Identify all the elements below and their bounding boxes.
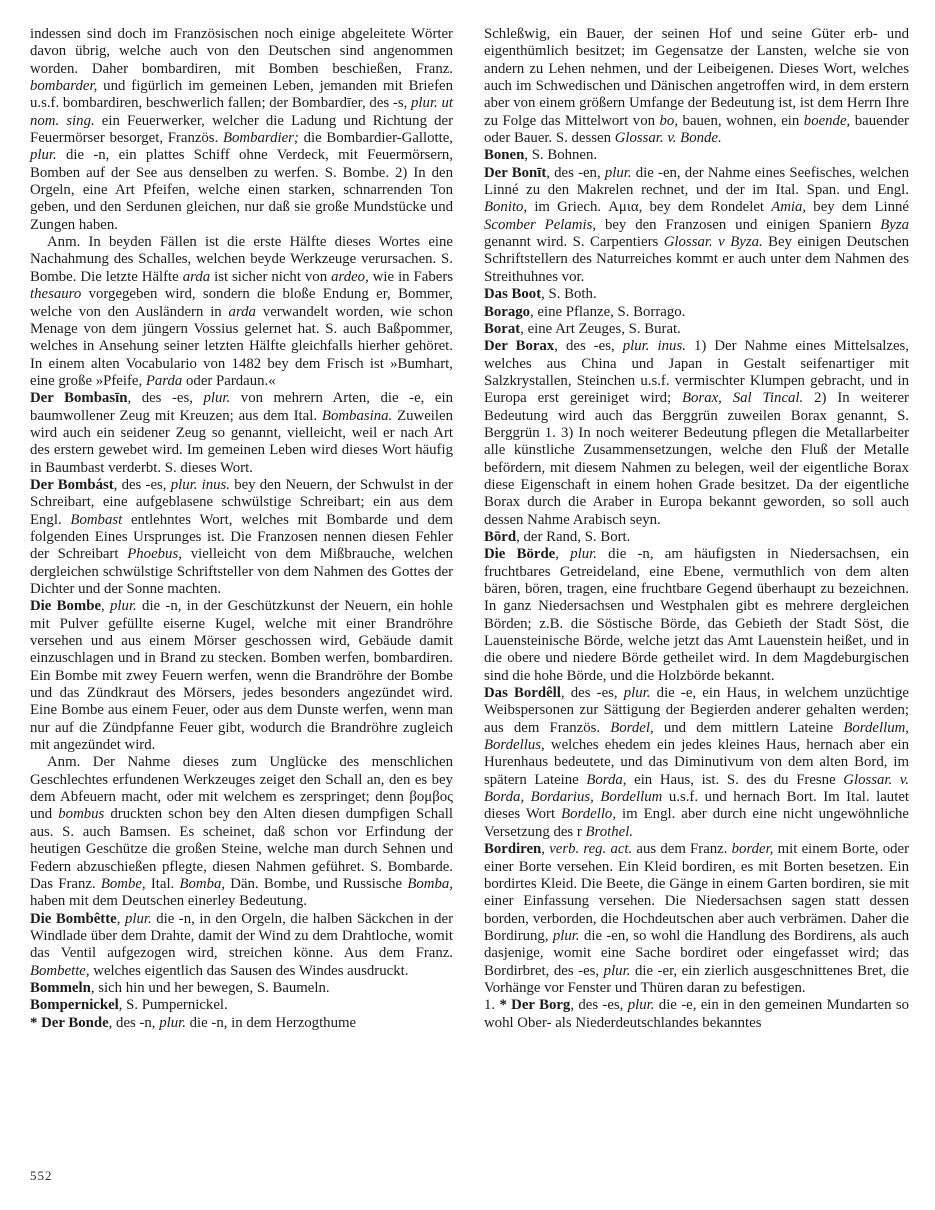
text-run: 2) In weiterer Bedeutung wird auch das Berggrün zuweilen Borax genannt, S. Berggrün 1. 3) In noch weiterer Bedeutung pflegen die Metallarbeiter alle künstliche Zusammensetzungen, welche den Fluß der Metalle befördern, mit diesem Nahmen zu belegen, weil der eigentliche Borax diese Eigenschaft in einem hohen Grade besitzet. Da der eigentliche Borax durch die Araber in Europa bekannt geworden, so soll auch dessen Nahme Arabisch seyn. bbox=[484, 390, 909, 528]
italic-text-run: Scomber Pelamis, bbox=[484, 216, 597, 233]
italic-text-run: Brothel. bbox=[585, 823, 634, 840]
italic-text-run: bo, bbox=[659, 112, 679, 129]
headword: * Der Bonde bbox=[30, 1014, 109, 1031]
italic-text-run: arda bbox=[228, 303, 256, 320]
dictionary-entry bbox=[30, 477, 453, 598]
italic-text-run: plur. inus. bbox=[622, 338, 686, 355]
left-column bbox=[30, 26, 453, 1032]
headword: Der Bonīt bbox=[484, 164, 547, 181]
dictionary-entry bbox=[484, 685, 909, 841]
italic-text-run: ardeo, bbox=[331, 268, 369, 285]
text-run: , des -es, bbox=[570, 997, 628, 1014]
italic-text-run: plur. bbox=[30, 147, 57, 164]
dictionary-entry bbox=[30, 234, 453, 390]
text-run: im Engl. aber durch eine nicht ungewöhnliche Versetzung des r bbox=[484, 806, 909, 840]
headword: * Der Borg bbox=[499, 997, 571, 1014]
text-run: die -en, der Nahme eines Seefisches, welchen Linné zu den Makrelen rechnet, und der im Ital. Span. und Engl. bbox=[484, 164, 909, 199]
text-run: die Bombardier-Gallotte, bbox=[298, 130, 454, 147]
text-run: bey den Franzosen und einigen Spaniern bbox=[596, 216, 881, 233]
text-run: , S. Both. bbox=[541, 286, 597, 303]
text-run: haben mit dem Deutschen einerley Bedeutung. bbox=[30, 893, 307, 910]
text-run: ein Haus, ist. S. des du Fresne bbox=[626, 771, 844, 788]
text-run: die -n, ein plattes Schiff ohne Verdeck, mit Feuermörsern, Bomben auf der See aus denselben zu werfen. S. Bombe. 2) In den Orgeln, eine Art Pfeifen, welche einen starken, schnarrenden Ton geben, und den Serdunen gleichen, nur daß sie große Mundstücke und Zungen haben. bbox=[30, 147, 453, 233]
italic-text-run: Parda bbox=[145, 372, 183, 389]
text-run: ein Feuerwerker, welcher die Ladung und Richtung der Feuermörser besorget, Französ. bbox=[30, 112, 453, 147]
dictionary-entry bbox=[30, 754, 453, 910]
text-run: , bbox=[555, 546, 571, 563]
dictionary-entry bbox=[484, 529, 909, 546]
italic-text-run: plur. bbox=[604, 164, 632, 181]
text-run: ist sicher nicht von bbox=[210, 268, 332, 285]
text-run: bey dem Linné bbox=[806, 199, 909, 216]
text-run: 1. bbox=[484, 997, 500, 1014]
text-run: druckten schon bey den Alten diesen dumpfigen Schall aus. S. auch Bamsen. Es scheinet, daß schon vor Erfindung der heutigen Geschütze die großen Steine, welche man durch Sehnen und Federn abzuschießen pflegte, diesen Nahmen geführet. S. Bombarde. Das Franz. bbox=[30, 806, 453, 892]
text-run: , eine Pflanze, S. Borrago. bbox=[530, 303, 686, 320]
italic-text-run: Bomba, bbox=[407, 875, 453, 892]
text-run: , eine Art Zeuges, S. Burat. bbox=[520, 320, 681, 337]
italic-text-run: Bordel, bbox=[610, 719, 654, 736]
text-run: bauender oder Bauer. S. dessen bbox=[484, 112, 909, 147]
dictionary-entry bbox=[484, 997, 909, 1032]
headword: Borat bbox=[484, 320, 521, 337]
dictionary-entry bbox=[484, 321, 909, 338]
italic-text-run: Byza bbox=[880, 216, 909, 233]
headword: Die Bombêtte bbox=[30, 910, 117, 927]
text-run: , S. Pumpernickel. bbox=[118, 997, 228, 1014]
text-run: u.s.f. und hernach Bort. Im Ital. lautet dieses Wort bbox=[484, 789, 909, 823]
dictionary-entry bbox=[484, 286, 909, 303]
text-run: Anm. In beyden Fällen ist die erste Hälfte dieses Wortes eine Nachahmung des Schalles, welchen beyde Werkzeuge verursachen. S. Bombe. Die letzte Hälfte bbox=[30, 234, 453, 285]
text-run: Zuweilen wird auch ein seidener Zeug so genannt, vielleicht, weil er nach Art des erstern gewebet wird. Im gemeinen Leben wird dieses Wort häufig in Baumbast verderbt. S. dieses Wort. bbox=[30, 407, 453, 476]
headword: Der Bombasīn bbox=[30, 390, 128, 407]
text-run: indessen sind doch im Französischen noch einige abgeleitete Wörter davon übrig, welche auch von den Deutschen sind angenommen worden. Daher bombardiren, mit Bomben beschießen, Franz. bbox=[30, 26, 453, 77]
headword: Die Bombe bbox=[30, 598, 102, 615]
text-run: vielleicht von dem Mißbrauche, welchen dergleichen schwülstige Schriftsteller von dem Nahmen des Gottes der Dichter und der Sonne machten. bbox=[30, 546, 453, 597]
text-run: aus dem Franz. bbox=[632, 841, 732, 858]
right-column bbox=[484, 26, 909, 1032]
text-run: die -n, in der Geschützkunst der Neuern, ein hohle mit Pulver gefüllte eiserne Kugel, welche mit einer Brandröhre versehen und aus einem Mörser geschossen wird, Gebäude damit einzuschlagen und in Brand zu stecken. Bomben werfen, bombardiren. Ein Bombe mit zwey Feuern werfen, wenn die Brandröhre der Bombe und das Zündkraut des Mörsers, jedes besonders angezündet wird. Eine Bombe aus einem Feuer, oder aus dem Dunste werfen, wenn man nur auf die Zündpfanne Feuer gibt, wodurch die Brandröhre zugleich mit angezündet wird. bbox=[30, 598, 453, 754]
italic-text-run: plur. bbox=[110, 598, 137, 615]
text-run: im Griech. Αμια, bey dem Rondelet bbox=[527, 199, 772, 216]
text-run: von mehrern Arten, die -e, ein baumwollener Zeug mit Kreuzen; aus dem Ital. bbox=[30, 390, 453, 424]
headword: Bommeln bbox=[30, 979, 91, 996]
text-run: die -n, in den Orgeln, die halben Säckchen in der Windlade über dem Drahte, damit der Wind zu dem Drahtloche, womit das Ventil aufgezogen wird, streichen könne. Aus dem Franz. bbox=[30, 910, 453, 962]
text-run: und dem mittlern Lateine bbox=[653, 719, 844, 736]
text-run: , der Rand, S. Bort. bbox=[516, 528, 631, 545]
text-run: verwandelt worden, wie schon Menage von dem jüngern Vossius gelernet hat. S. auch Baßpommer, welches in Ansehung seiner letzten Hälfte gleichfalls hierher gehöret. In einem alten Vocabulario von 1482 bey dem Frisch ist »Bumhart, eine große »Pfeife, bbox=[30, 303, 453, 389]
text-run: bey den Neuern, der Schwulst in der Schreibart, eine aufgeblasene schwülstige Schreibart; ein aus dem Engl. bbox=[30, 476, 453, 528]
dictionary-entry bbox=[484, 841, 909, 997]
dictionary-entry bbox=[30, 980, 453, 997]
headword: Der Borax bbox=[484, 338, 555, 355]
text-run: Schleßwig, ein Bauer, der seinen Hof und seine Güter erb- und eigenthümlich besitzet; im Gegensatze der Lansten, welche sie von andern zu Lehen nehmen, und der Leibeigenen. Dieses Wort, welches auch im Schwedischen und Dänischen angetroffen wird, in dem erstern aber von einem größern Umfange der Bedeutung ist, ist dem Herrn Ihre zu Folge das Mittelwort von bbox=[484, 26, 909, 129]
italic-text-run: thesauro bbox=[30, 286, 82, 303]
text-run: die -n, am häufigsten in Niedersachsen, ein fruchtbares Getreideland, eine Ebene, vermuthlich von dem alten bären, bören, tragen, eine fruchtbare Gegend überhaupt zu bezeichnen. In ganz Niedersachsen und Westphalen gibt es mehrere dergleichen Börden; z.B. die Söstische Börde, das Gebieth der Stadt Söst, die Lauensteinische Börde, welche jetzt das Amt Lauenstein heißet, und in die obere und niedere Börde getheilet wird. In dem Magdeburgischen sind die hohe Börde, und die Holzbörde bekannt. bbox=[484, 546, 909, 684]
dictionary-entry bbox=[30, 26, 453, 234]
italic-text-run: Glossar. v. Borda, Bordarius, Bordellum bbox=[484, 771, 910, 806]
headword: Das Bordêll bbox=[484, 685, 561, 702]
italic-text-run: Glossar. v. Bonde. bbox=[614, 130, 722, 147]
text-run: , bbox=[541, 841, 550, 858]
dictionary-entry bbox=[30, 911, 453, 980]
italic-text-run: plur. bbox=[159, 1014, 186, 1031]
text-run: , des -es, bbox=[554, 338, 623, 355]
italic-text-run: arda bbox=[182, 268, 211, 285]
dictionary-entry bbox=[484, 546, 909, 685]
dictionary-entry bbox=[30, 598, 453, 754]
italic-text-run: Bombe, bbox=[100, 875, 146, 892]
text-run: genannt wird. S. Carpentiers bbox=[484, 234, 664, 251]
italic-text-run: Amia, bbox=[771, 199, 807, 216]
headword: Bōrd bbox=[484, 528, 517, 545]
text-run: , bbox=[101, 598, 111, 615]
text-run: die -e, ein Haus, in welchem unzüchtige Weibspersonen zur Sättigung der Begierden anderer gehalten werden; aus dem Französ. bbox=[484, 685, 909, 736]
dictionary-entry bbox=[484, 147, 909, 164]
text-run: welches ehedem ein jedes kleines Haus, hernach aber ein Hurenhaus bedeutete, und das Diminutivum von dem alten Bord, im spätern Lateine bbox=[484, 737, 909, 788]
italic-text-run: plur. bbox=[203, 390, 231, 407]
dictionary-entry bbox=[484, 338, 909, 529]
italic-text-run: Bombast bbox=[70, 511, 123, 528]
headword: Das Boot bbox=[484, 286, 542, 303]
italic-text-run: plur. bbox=[603, 962, 631, 979]
text-run: , des -n, bbox=[108, 1014, 160, 1031]
italic-text-run: plur. bbox=[570, 546, 597, 563]
italic-text-run: plur. bbox=[623, 685, 651, 702]
italic-text-run: Bordellum, Bordellus, bbox=[484, 719, 909, 754]
headword: Bordiren bbox=[484, 841, 542, 858]
headword: Borago bbox=[484, 303, 531, 320]
italic-text-run: Bonito, bbox=[484, 199, 528, 216]
text-run: wie in Fabers bbox=[368, 268, 454, 285]
dictionary-entry bbox=[484, 165, 909, 286]
text-run: vorgegeben wird, sondern die bloße Endung er, Bommer, welche von den Ausländern in bbox=[30, 286, 453, 320]
text-run: , bbox=[116, 910, 125, 927]
italic-text-run: plur. bbox=[124, 910, 152, 927]
text-run: die -e, ein in den gemeinen Mundarten so wohl Ober- als Niederdeutschlandes bekanntes bbox=[484, 997, 909, 1031]
text-run: , sich hin und her bewegen, S. Baumeln. bbox=[90, 979, 330, 996]
italic-text-run: Bordello, bbox=[561, 806, 617, 823]
italic-text-run: Borda, bbox=[586, 771, 627, 788]
text-run: und figürlich im gemeinen Leben, jemanden mit Briefen u.s.f. bombardiren, beschwerlich fallen; der Bombardīer, des -s, bbox=[30, 78, 453, 112]
text-run: oder Pardaun.« bbox=[182, 372, 276, 389]
italic-text-run: verb. reg. act. bbox=[549, 841, 633, 858]
text-run: , des -en, bbox=[546, 164, 605, 181]
text-run: die -en, so wohl die Handlung des Bordirens, als auch dasjenige, womit eine Sache bordiret oder eingefasset wird; das Bordirbret, des -es, bbox=[484, 927, 909, 979]
dictionary-entry bbox=[484, 304, 909, 321]
text-run: Dän. Bombe, und Russische bbox=[225, 875, 408, 892]
italic-text-run: border, bbox=[731, 841, 774, 858]
text-run: Anm. Der Nahme dieses zum Unglücke des menschlichen Geschlechtes erfundenen Werkzeuges zeiget den Schall an, den es bey dem Abfeuern macht, oder mit welchem es zerspringet; denn βομβος und bbox=[30, 754, 453, 823]
italic-text-run: Glossar. v Byza. bbox=[663, 234, 763, 251]
text-run: , des -es, bbox=[560, 685, 624, 702]
italic-text-run: Bombasina. bbox=[321, 407, 393, 424]
text-run: entlehntes Wort, welches mit Bombarde und dem folgenden Eines Ursprunges ist. Die Franzosen nennen diesen Fehler der Schreibart bbox=[30, 511, 453, 563]
italic-text-run: Bombette, bbox=[30, 962, 90, 979]
italic-text-run: Borax, Sal Tincal. bbox=[682, 390, 804, 407]
italic-text-run: boende, bbox=[803, 112, 851, 129]
italic-text-run: Bombardier; bbox=[222, 130, 299, 147]
headword: Der Bombást bbox=[30, 476, 114, 493]
dictionary-entry bbox=[30, 997, 453, 1014]
headword: Bompernickel bbox=[30, 997, 119, 1014]
text-run: die -er, ein zierlich ausgeschnittenes Bret, die Vorhänge vor Fenster und Thüren daran zu befestigen. bbox=[484, 962, 909, 996]
text-run: die -n, in dem Herzogthume bbox=[185, 1014, 357, 1031]
italic-text-run: plur. ut nom. sing. bbox=[30, 95, 454, 129]
headword: Bonen bbox=[484, 147, 525, 164]
page-number: 552 bbox=[30, 1168, 53, 1183]
text-run: mit einem Borte, oder einer Borte versehen. Ein Kleid bordiren, es mit Borten besetzen. Ein bordirtes Kleid. Die Beete, die Gänge in einem Garten bordiren, sie mit einer Einfassung versehen. Die Niedersachsen sagen statt dessen borden, verborden, die Hochdeutschen aber auch verbrämen. Daher die Bordirung, bbox=[484, 841, 909, 944]
text-run: Bey einigen Deutschen Schriftstellern des Naturreiches kommt er auch unter dem Nahmen des Streithuhnes vor. bbox=[484, 234, 909, 285]
dictionary-entry bbox=[30, 390, 453, 477]
dictionary-entry bbox=[484, 26, 909, 147]
text-run: , des -es, bbox=[113, 476, 171, 493]
text-run: welches eigentlich das Sausen des Windes ausdruckt. bbox=[89, 962, 409, 979]
italic-text-run: bombus bbox=[58, 806, 105, 823]
italic-text-run: plur. bbox=[627, 997, 655, 1014]
dictionary-entry bbox=[30, 1015, 453, 1032]
italic-text-run: Phoebus, bbox=[127, 546, 182, 563]
text-run: , des -es, bbox=[127, 390, 204, 407]
text-run: bauen, wohnen, ein bbox=[678, 112, 804, 129]
italic-text-run: Bomba, bbox=[179, 875, 226, 892]
italic-text-run: plur. inus. bbox=[170, 476, 230, 493]
italic-text-run: plur. bbox=[552, 927, 580, 944]
text-run: , S. Bohnen. bbox=[524, 147, 598, 164]
text-run: 1) Der Nahme eines Mittelsalzes, welches aus China und Japan in Gestalt seifenartiger mit Salzkrystallen, Steinchen u.s.f. vermischter Klumpen gebracht, und in Europa erst gereiniget wird; bbox=[484, 338, 909, 407]
italic-text-run: bombarder, bbox=[30, 78, 98, 95]
text-run: Ital. bbox=[145, 875, 180, 892]
headword: Die Börde bbox=[484, 546, 556, 563]
